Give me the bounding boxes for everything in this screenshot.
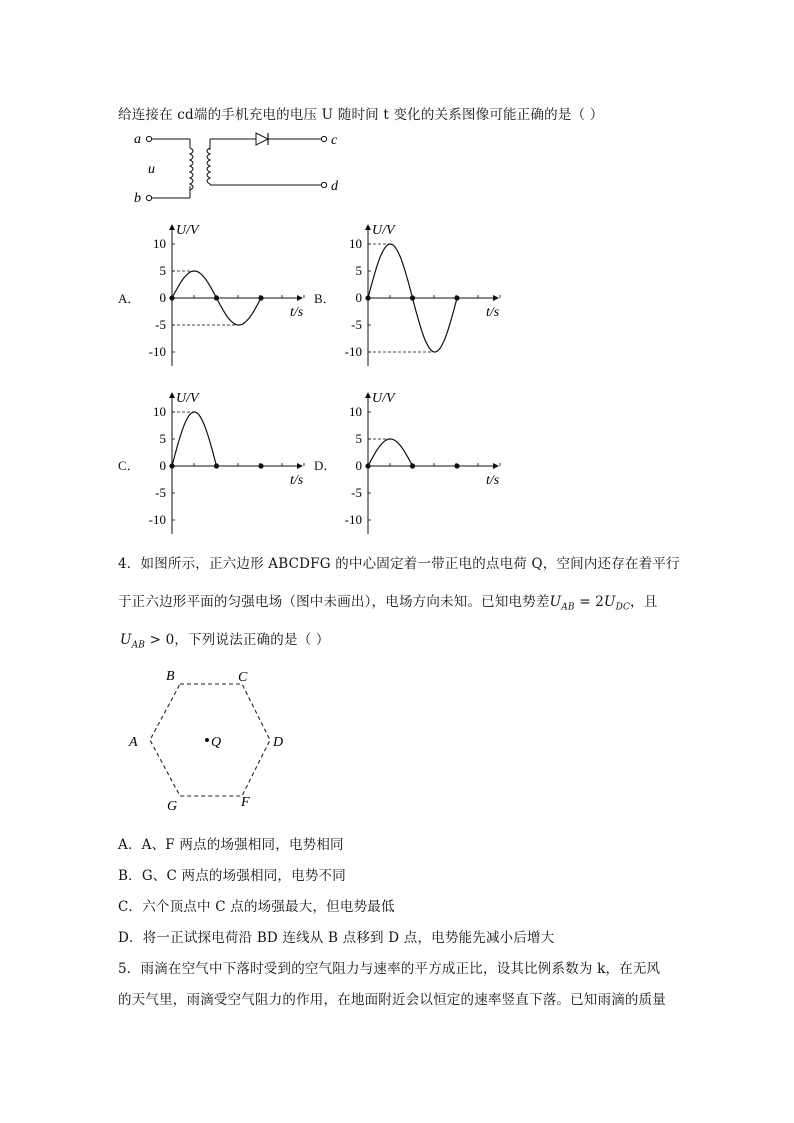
x-axis-arrow (493, 295, 499, 301)
vertex-d-label: D (273, 735, 284, 750)
zero-crossing-dot (454, 295, 459, 300)
q4-line-3 (120, 628, 330, 651)
q4-option-a[interactable]: A．A、F 两点的场强相同，电势相同 (118, 837, 344, 853)
q4-line-3-text: ，下列说法正确的是（ ） (174, 632, 330, 648)
terminal-b-label: b (134, 191, 141, 206)
zero-crossing-dot (410, 295, 415, 300)
y-axis-title: U/V (176, 391, 199, 406)
y-axis-arrow (169, 224, 175, 230)
graph-a (140, 216, 310, 376)
graph-d (336, 384, 506, 544)
voltage-u-label: u (148, 162, 155, 177)
graph-c (140, 384, 310, 544)
y-axis-arrow (169, 392, 175, 398)
y-tick-label: -10 (344, 344, 362, 359)
formula2-rest: > 0 (145, 632, 175, 648)
q4-option-c[interactable]: C．六个顶点中 C 点的场强最大，但电势最低 (118, 899, 395, 915)
option-a-label[interactable]: A． (118, 291, 141, 306)
formula-eq: = 2 (574, 594, 605, 610)
terminal-d-label: d (331, 179, 338, 194)
terminal-a-label: a (134, 132, 141, 147)
x-axis-arrow (297, 463, 303, 469)
voltage-curve (368, 439, 413, 466)
y-tick-label: -5 (155, 317, 166, 332)
zero-crossing-dot (258, 463, 263, 468)
vertex-a-label: A (129, 735, 138, 750)
voltage-curve (172, 412, 217, 466)
formula-udc-u: U (604, 594, 616, 610)
zero-crossing-dot (365, 463, 370, 468)
x-axis-title: t/s (486, 305, 500, 320)
y-tick-label: 0 (159, 290, 166, 305)
x-axis-arrow (493, 463, 499, 469)
diode-icon (256, 133, 268, 145)
charge-q-label: Q (211, 735, 222, 750)
hexagon-diagram (120, 664, 300, 814)
q3-stem: 给连接在 cd端的手机充电的电压 U 随时间 t 变化的关系图像可能正确的是（ ） (118, 107, 604, 123)
q4-option-b[interactable]: B．G、C 两点的场强相同，电势不同 (118, 868, 346, 884)
y-tick-label: -5 (155, 485, 166, 500)
x-axis-arrow (297, 295, 303, 301)
option-d-label[interactable]: D． (314, 458, 337, 473)
y-tick-label: 0 (355, 290, 362, 305)
zero-crossing-dot (410, 463, 415, 468)
zero-crossing-dot (214, 463, 219, 468)
y-tick-label: 10 (153, 404, 166, 419)
charge-q-dot (205, 738, 209, 742)
zero-crossing-dot (365, 295, 370, 300)
y-axis-arrow (365, 392, 371, 398)
y-tick-label: 0 (159, 458, 166, 473)
y-tick-label: -5 (351, 485, 362, 500)
vertex-c-label: C (238, 670, 248, 685)
y-tick-label: 5 (159, 263, 166, 278)
vertex-f-label: F (241, 795, 250, 810)
y-tick-label: -10 (148, 344, 166, 359)
y-tick-label: -5 (351, 317, 362, 332)
zero-crossing-dot (169, 463, 174, 468)
y-axis-arrow (365, 224, 371, 230)
x-axis-title: t/s (486, 473, 500, 488)
y-axis-title: U/V (372, 391, 395, 406)
vertex-g-label: G (167, 799, 178, 814)
y-tick-label: 10 (349, 404, 362, 419)
zero-crossing-dot (454, 463, 459, 468)
option-c-label[interactable]: C． (118, 458, 140, 473)
graph-b (336, 216, 506, 376)
x-axis-title: t/s (290, 305, 304, 320)
terminal-c-label: c (331, 133, 338, 148)
y-tick-label: 5 (355, 263, 362, 278)
y-tick-label: 10 (153, 236, 166, 251)
y-axis-title: U/V (176, 223, 199, 238)
formula-uab-u: U (549, 594, 562, 610)
formula2-u: U (120, 632, 132, 648)
q4-line-2-tail: ，且 (630, 594, 658, 610)
x-axis-title: t/s (290, 473, 304, 488)
zero-crossing-dot (258, 295, 263, 300)
y-tick-label: 5 (355, 431, 362, 446)
circuit-secondary-wiring (128, 128, 358, 208)
vertex-b-label: B (166, 669, 175, 684)
formula-uab-sub: AB (561, 602, 575, 613)
y-tick-label: -10 (148, 512, 166, 527)
option-b-label[interactable]: B． (314, 291, 336, 306)
y-tick-label: -10 (344, 512, 362, 527)
y-axis-title: U/V (372, 223, 395, 238)
y-tick-label: 10 (349, 236, 362, 251)
q4-line-1: 4．如图所示，正六边形 ABCDFG 的中心固定着一带正电的点电荷 Q，空间内还存在着平行 (118, 556, 680, 572)
q5-line-1: 5．雨滴在空气中下落时受到的空气阻力与速率的平方成正比，设其比例系数为 k，在无风 (118, 961, 661, 977)
q4-line-2 (118, 590, 658, 613)
formula-udc-sub: DC (615, 602, 631, 613)
y-tick-label: 0 (355, 458, 362, 473)
zero-crossing-dot (214, 295, 219, 300)
y-tick-label: 5 (159, 431, 166, 446)
q5-line-2: 的天气里，雨滴受空气阻力的作用，在地面附近会以恒定的速率竖直下落。已知雨滴的质量 (118, 992, 666, 1008)
q4-line-2-text: 于正六边形平面的匀强电场（图中未画出），电场方向未知。已知电势差 (118, 594, 550, 610)
q4-option-d[interactable]: D．将一正试探电荷沿 BD 连线从 B 点移到 D 点，电势能先减小后增大 (118, 930, 555, 946)
zero-crossing-dot (169, 295, 174, 300)
formula2-sub: AB (131, 640, 146, 651)
